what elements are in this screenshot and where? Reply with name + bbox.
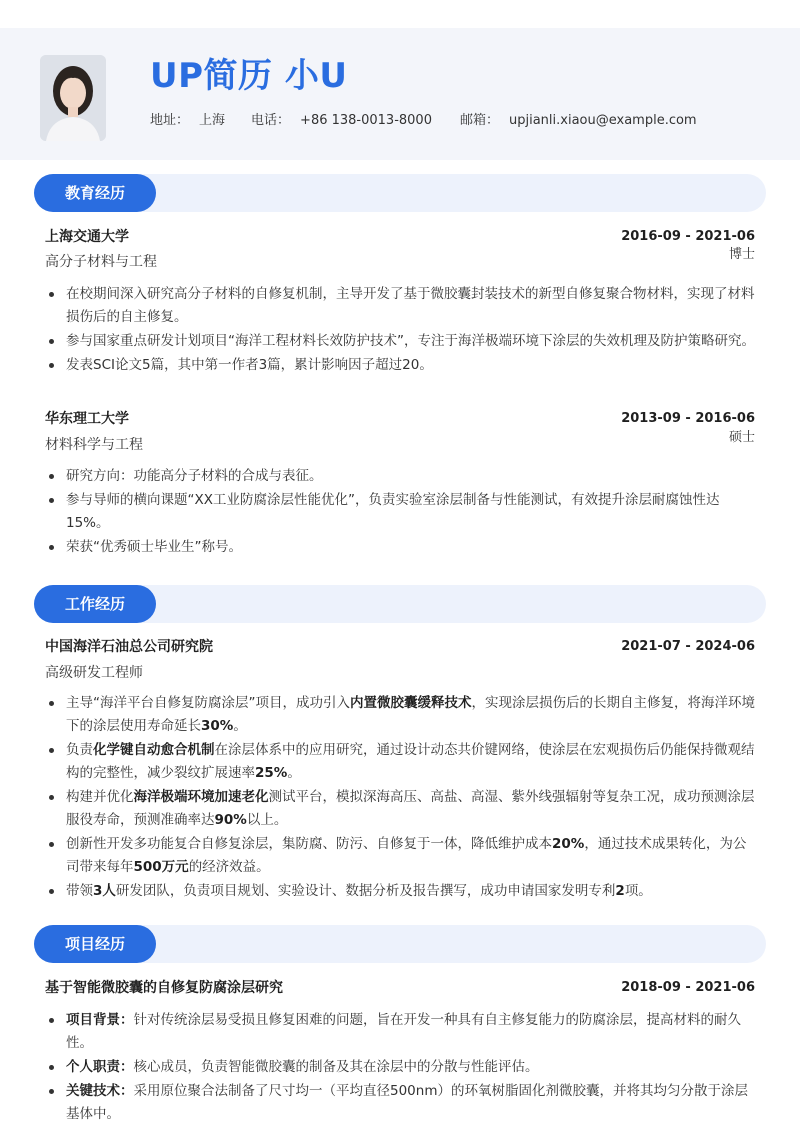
contact-info — [150, 112, 723, 130]
projects-section-bar — [34, 925, 766, 963]
work-section-title: 工作经历 — [34, 585, 156, 623]
education-section-title: 教育经历 — [34, 174, 156, 212]
company-name: 中国海洋石油总公司研究院 — [45, 639, 213, 655]
list-item — [45, 1080, 757, 1126]
project-bullets — [45, 1009, 757, 1127]
list-item: 研究方向：功能高分子材料的合成与表征。 — [45, 465, 757, 488]
list-item: 创新性开发多功能复合自修复涂层，集防腐、防污、自修复于一体，降低维护成本20%，通过技术成果转化，为公司带来每年500万元的经济效益。 — [45, 833, 757, 879]
email-label: 邮箱： — [459, 113, 499, 128]
list-item: 发表SCI论文5篇，其中第一作者3篇，累计影响因子超过20。 — [45, 354, 757, 377]
list-item: 负责化学键自动愈合机制在涂层体系中的应用研究，通过设计动态共价键网络，使涂层在宏观损伤后仍能保持微观结构的完整性，减少裂纹扩展速率25%。 — [45, 739, 757, 785]
address-item — [150, 112, 225, 130]
email-item — [460, 112, 697, 130]
degree: 博士 — [728, 247, 755, 262]
list-item: 在校期间深入研究高分子材料的自修复机制，主导开发了基于微胶囊封装技术的新型自修复聚合物材料，实现了材料损伤后的自主修复。 — [45, 283, 757, 329]
list-item — [45, 1056, 757, 1079]
bullet-label: 关键技术： — [66, 1083, 134, 1099]
project-name: 基于智能微胶囊的自修复防腐涂层研究 — [45, 980, 283, 996]
bullet-text: 采用原位聚合法制备了尺寸均一（平均直径500nm）的环氧树脂固化剂微胶囊，并将其均匀分散于涂层基体中。 — [66, 1083, 748, 1122]
education-bullets — [45, 283, 757, 378]
email-value: upjianli.xiaou@example.com — [509, 113, 697, 128]
job-role: 高级研发工程师 — [45, 665, 143, 681]
list-item: 荣获“优秀硕士毕业生”称号。 — [45, 536, 757, 559]
education-section-bar — [34, 174, 766, 212]
major: 高分子材料与工程 — [45, 254, 157, 270]
list-item — [45, 1009, 757, 1055]
avatar-photo — [40, 55, 106, 141]
work-bullets — [45, 692, 757, 904]
work-date: 2021-07 - 2024-06 — [621, 639, 755, 654]
major: 材料科学与工程 — [45, 437, 143, 453]
project-date: 2018-09 - 2021-06 — [621, 980, 755, 995]
phone-item — [251, 112, 432, 130]
school-name: 华东理工大学 — [45, 411, 129, 427]
degree: 硕士 — [728, 430, 755, 445]
list-item: 构建并优化海洋极端环境加速老化测试平台，模拟深海高压、高盐、高湿、紫外线强辐射等复杂工况，成功预测涂层服役寿命，预测准确率达90%以上。 — [45, 786, 757, 832]
candidate-name: UP简历 小U — [150, 56, 348, 96]
resume-header — [0, 28, 800, 160]
list-item: 带领3人研发团队，负责项目规划、实验设计、数据分析及报告撰写，成功申请国家发明专利2项。 — [45, 880, 757, 903]
bullet-label: 个人职责： — [66, 1059, 134, 1075]
page-top-margin — [0, 0, 800, 28]
projects-section-title: 项目经历 — [34, 925, 156, 963]
phone-label: 电话： — [251, 113, 291, 128]
bullet-text: 针对传统涂层易受损且修复困难的问题，旨在开发一种具有自主修复能力的防腐涂层，提高材料的耐久性。 — [66, 1012, 741, 1051]
list-item: 主导“海洋平台自修复防腐涂层”项目，成功引入内置微胶囊缓释技术，实现涂层损伤后的长期自主修复，将海洋环境下的涂层使用寿命延长30%。 — [45, 692, 757, 738]
education-bullets — [45, 465, 757, 560]
list-item: 参与国家重点研发计划项目“海洋工程材料长效防护技术”，专注于海洋极端环境下涂层的失效机理及防护策略研究。 — [45, 330, 757, 353]
bullet-text: 核心成员，负责智能微胶囊的制备及其在涂层中的分散与性能评估。 — [133, 1059, 539, 1075]
work-section-bar — [34, 585, 766, 623]
address-value: 上海 — [199, 113, 226, 128]
school-name: 上海交通大学 — [45, 229, 129, 245]
phone-value: +86 138-0013-8000 — [300, 113, 432, 128]
address-label: 地址： — [150, 113, 190, 128]
education-date: 2013-09 - 2016-06 — [621, 411, 755, 426]
bullet-label: 项目背景： — [66, 1012, 134, 1028]
education-date: 2016-09 - 2021-06 — [621, 229, 755, 244]
list-item: 参与导师的横向课题“XX工业防腐涂层性能优化”，负责实验室涂层制备与性能测试，有效提升涂层耐腐蚀性达15%。 — [45, 489, 757, 535]
